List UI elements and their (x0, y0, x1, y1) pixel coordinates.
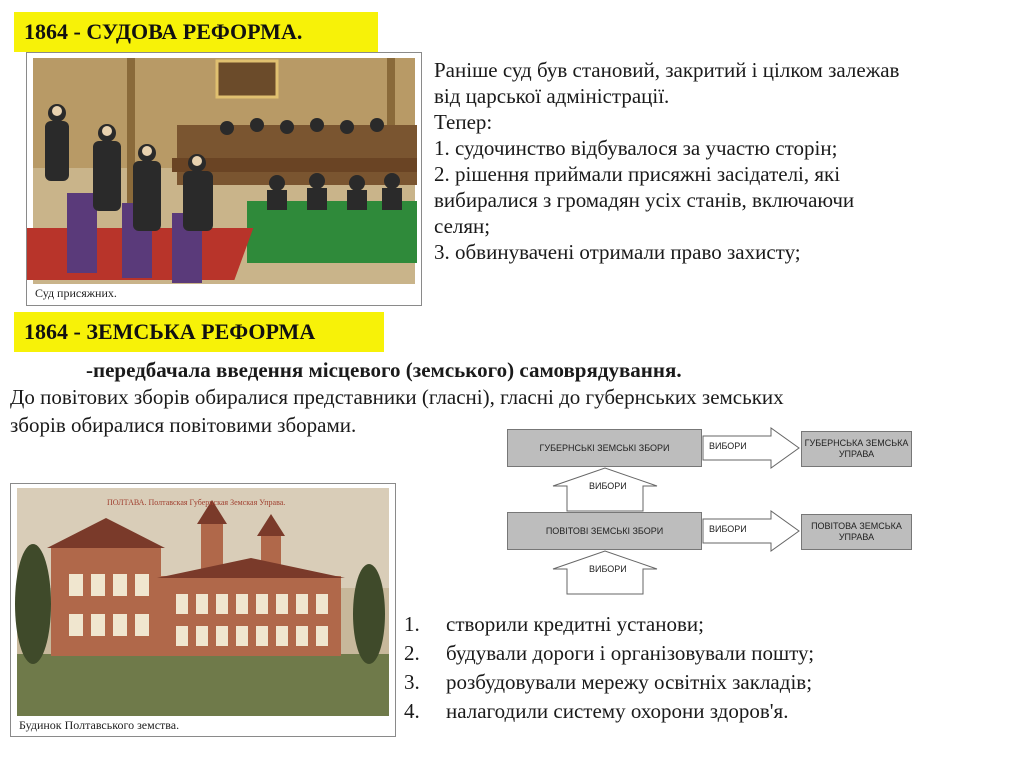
list-item-text: розбудовували мережу освітніх закладів; (446, 670, 813, 694)
zemstvo-subtitle: -передбачала введення місцевого (земського) самоврядування. (86, 358, 682, 382)
gub-assembly-box: ГУБЕРНСЬКІ ЗЕМСЬКІ ЗБОРИ (507, 429, 702, 467)
list-item-number: 3. (404, 670, 420, 694)
court-reform-heading: 1864 - СУДОВА РЕФОРМА. (14, 12, 378, 52)
list-item-number: 2. (404, 641, 420, 665)
list-item-text: налагодили систему охорони здоров'я. (446, 699, 789, 723)
poltava-photo-top-text: ПОЛТАВА. Полтавская Губернская Земская Управа. (107, 498, 286, 507)
court-text-line: 1. судочинство відбувалося за участю сторін; (434, 136, 838, 160)
court-text-line: від царської адміністрації. (434, 84, 670, 108)
court-text-line: вибиралися з громадян усіх станів, включаючи (434, 188, 855, 212)
zemstvo-structure-diagram (505, 426, 915, 601)
court-reform-text (434, 57, 1014, 265)
list-item (404, 697, 1014, 726)
zemstvo-results-list (404, 610, 1014, 726)
jury-court-caption: Суд присяжних. (35, 286, 117, 300)
list-item-number: 1. (404, 612, 420, 636)
poltava-photo-caption: Будинок Полтавського земства. (19, 718, 180, 732)
list-item-text: створили кредитні установи; (446, 612, 704, 636)
elections-label: ВИБОРИ (589, 481, 627, 491)
elections-label: ВИБОРИ (709, 524, 747, 534)
jury-court-illustration (27, 53, 421, 305)
diagram-arrows (505, 426, 915, 601)
poltava-building-illustration (11, 484, 395, 736)
list-item-text: будували дороги і організовували пошту; (446, 641, 815, 665)
court-text-line: селян; (434, 214, 491, 238)
list-item (404, 639, 1014, 668)
court-text-line: Раніше суд був становий, закритий і цілком залежав (434, 58, 900, 82)
zemstvo-reform-heading: 1864 - ЗЕМСЬКА РЕФОРМА (14, 312, 384, 352)
list-item-number: 4. (404, 699, 420, 723)
jury-court-photo (26, 52, 422, 306)
poltava-zemstvo-photo (10, 483, 396, 737)
court-text-line: 2. рішення приймали присяжні засідателі, які (434, 162, 841, 186)
gub-board-box: ГУБЕРНСЬКА ЗЕМСЬКА УПРАВА (801, 431, 912, 467)
elections-label: ВИБОРИ (589, 564, 627, 574)
pov-assembly-box: ПОВІТОВІ ЗЕМСЬКІ ЗБОРИ (507, 512, 702, 550)
zemstvo-description-line: До повітових зборів обиралися представники (гласні), гласні до губернських земських (10, 385, 784, 409)
elections-label: ВИБОРИ (709, 441, 747, 451)
zemstvo-description-line: зборів обиралися повітовими зборами. (10, 413, 357, 437)
court-text-line: 3. обвинувачені отримали право захисту; (434, 240, 801, 264)
list-item (404, 610, 1014, 639)
list-item (404, 668, 1014, 697)
court-text-line: Тепер: (434, 110, 493, 134)
pov-board-box: ПОВІТОВА ЗЕМСЬКА УПРАВА (801, 514, 912, 550)
